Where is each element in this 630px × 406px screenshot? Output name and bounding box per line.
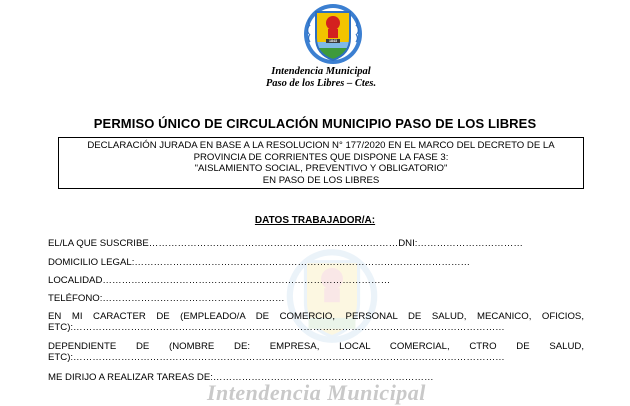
- field-localidad[interactable]: LOCALIDAD………………………………………………………………………………: [48, 275, 391, 286]
- field-dependiente-line-1: DEPENDIENTE DE (NOMBRE DE: EMPRESA, LOCAL COMERCIAL, CTRO DE SALUD,: [48, 341, 584, 352]
- declaration-line-3: "AISLAMIENTO SOCIAL, PREVENTIVO Y OBLIGATORIO": [194, 163, 448, 175]
- field-caracter-line-2[interactable]: ETC):………………………………………………………………………………………………………………………: [48, 322, 505, 333]
- declaration-line-4: EN PASO DE LOS LIBRES: [262, 174, 380, 186]
- organization-location: Paso de los Libres – Ctes.: [265, 78, 377, 89]
- declaration-line-2: PROVINCIA DE CORRIENTES QUE DISPONE LA FASE 3:: [193, 151, 449, 163]
- declaration-line-1: DECLARACIÓN JURADA EN BASE A LA RESOLUCION N° 177/2020 EN EL MARCO DEL DECRETO DE LA: [87, 140, 555, 151]
- field-domicilio[interactable]: DOMICILIO LEGAL:……………………………………………………………………………………………: [48, 257, 471, 268]
- section-title-text: DATOS TRABAJADOR/A:: [254, 215, 376, 226]
- field-caracter-line-1: EN MI CARACTER DE (EMPLEADO/A DE COMERCIO, PERSONAL DE SALUD, MECANICO, OFICIOS,: [48, 311, 584, 322]
- document-title: PERMISO ÚNICO DE CIRCULACIÓN MUNICIPIO PASO DE LOS LIBRES: [93, 116, 537, 131]
- organization-name: Intendencia Municipal: [271, 66, 371, 77]
- section-title: [0, 215, 630, 226]
- field-dependiente-line-2[interactable]: ETC):………………………………………………………………………………………………………………………: [48, 352, 505, 363]
- field-telefono[interactable]: TELÉFONO:…………………………………………………: [48, 293, 285, 304]
- municipal-seal-icon: [302, 2, 364, 66]
- field-tareas[interactable]: ME DIRIJO A REALIZAR TAREAS DE:……………………………………………………………: [48, 372, 434, 383]
- watermark-text: Intendencia Municipal: [207, 380, 426, 405]
- declaration-box: [58, 137, 584, 189]
- seal-year: 1843: [329, 39, 337, 43]
- field-suscribe[interactable]: EL/LA QUE SUSCRIBE……………………………………………………………………DNI:……………………………: [48, 238, 523, 249]
